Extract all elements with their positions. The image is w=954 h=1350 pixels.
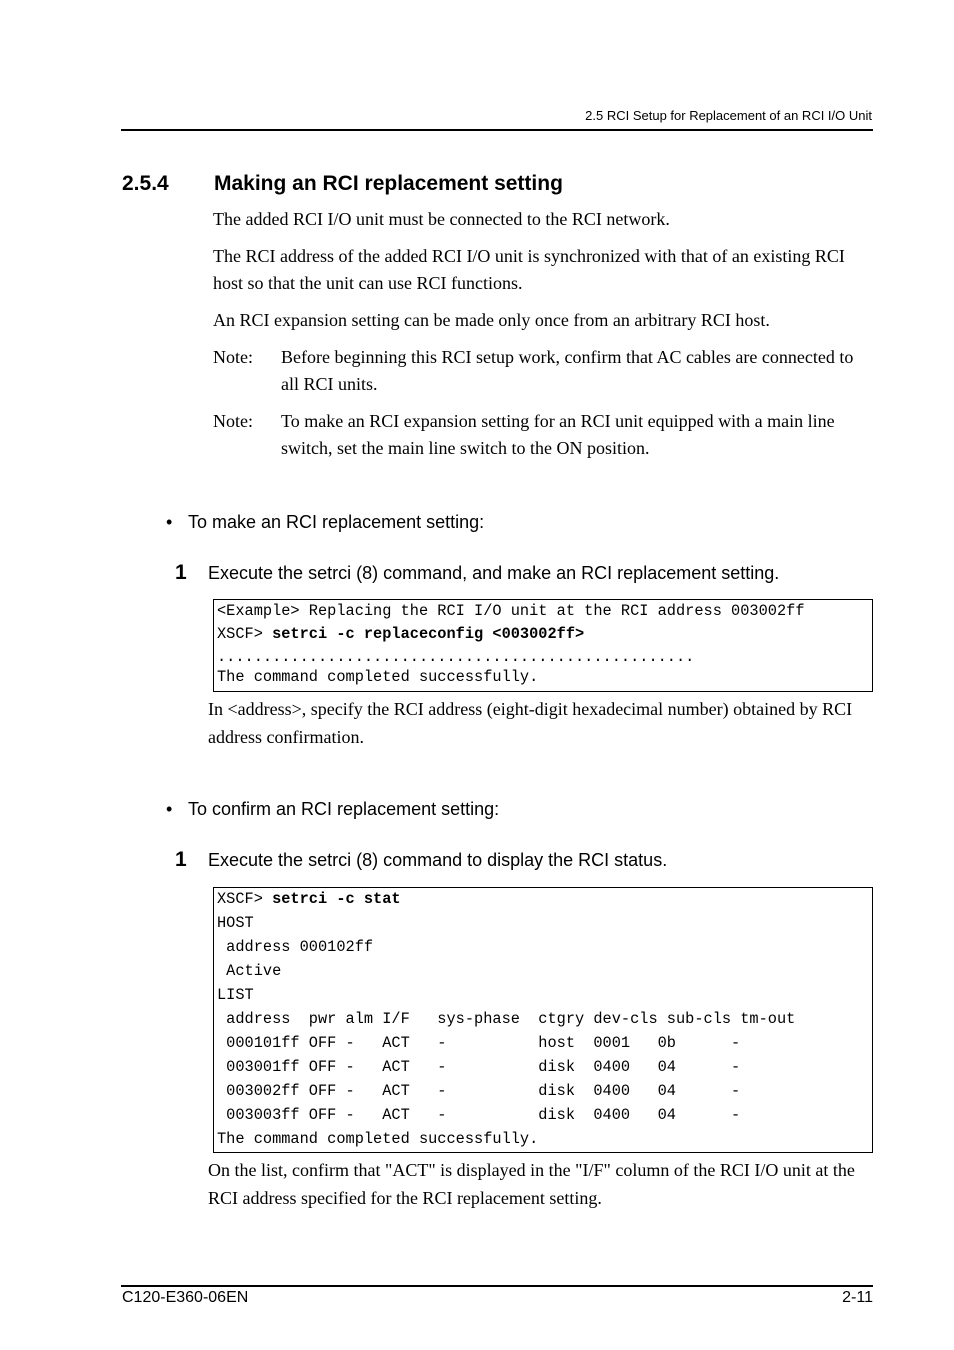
page-number: 2-11 [842,1289,873,1306]
code-table-row: 003002ff OFF - ACT - disk 0400 04 - [217,1082,741,1100]
document-id: C120-E360-06EN [122,1289,249,1306]
code-table-header: address pwr alm I/F sys-phase ctgry dev-cls sub-cls tm-out [217,1010,796,1028]
code-command-line [217,890,401,908]
code-line: address 000102ff [217,938,374,956]
bullet-dot: • [166,512,173,532]
code-line: The command completed successfully. [217,668,539,686]
step-text: Execute the setrci (8) command to display the RCI status. [208,850,668,870]
code-command: setrci -c replaceconfig <003002ff> [272,625,585,643]
procedure-title: To make an RCI replacement setting: [188,512,485,532]
code-table-row: 003003ff OFF - ACT - disk 0400 04 - [217,1106,741,1124]
code-command: setrci -c stat [272,890,401,908]
intro-paragraph-1: The added RCI I/O unit must be connected to the RCI network. [213,209,670,229]
code-block [213,599,873,692]
code-line: LIST [217,986,254,1004]
code-table-row: 000101ff OFF - ACT - host 0001 0b - [217,1034,741,1052]
explanation-paragraph: In <address>, specify the RCI address (eight-digit hexadecimal number) obtained by RCI address confirmation. [208,699,853,747]
procedure-title: To confirm an RCI replacement setting: [188,799,500,819]
step-number: 1 [175,561,187,584]
note-text: Before beginning this RCI setup work, confirm that AC cables are connected to all RCI units. [281,347,854,394]
intro-paragraph-2: The RCI address of the added RCI I/O unit is synchronized with that of an existing RCI host so that the unit can use RCI functions. [213,246,845,293]
code-line: HOST [217,914,254,932]
running-header: 2.5 RCI Setup for Replacement of an RCI I/O Unit [585,108,872,123]
note-label: Note: [213,411,253,431]
header-rule [121,129,873,131]
code-line: Active [217,962,282,980]
section-title: Making an RCI replacement setting [214,172,563,195]
code-table-row: 003001ff OFF - ACT - disk 0400 04 - [217,1058,741,1076]
note-text: To make an RCI expansion setting for an RCI unit equipped with a main line switch, set the main line switch to the ON position. [281,411,835,458]
intro-paragraph-3: An RCI expansion setting can be made only once from an arbitrary RCI host. [213,310,770,330]
code-prompt: XSCF> [217,890,273,908]
footer-rule [121,1285,873,1287]
note-label: Note: [213,347,253,367]
code-line: The command completed successfully. [217,1130,539,1148]
step-text: Execute the setrci (8) command, and make an RCI replacement setting. [208,563,780,583]
explanation-paragraph: On the list, confirm that "ACT" is displayed in the "I/F" column of the RCI I/O unit at the RCI address specified for the RCI replacement setting. [208,1160,855,1208]
section-number: 2.5.4 [122,172,169,195]
code-progress-dots: .................................................... [217,648,695,666]
bullet-dot: • [166,799,173,819]
code-line: <Example> Replacing the RCI I/O unit at the RCI address 003002ff [217,602,805,620]
code-command-line [217,625,584,643]
code-block [213,887,873,1153]
code-prompt: XSCF> [217,625,273,643]
step-number: 1 [175,848,187,871]
